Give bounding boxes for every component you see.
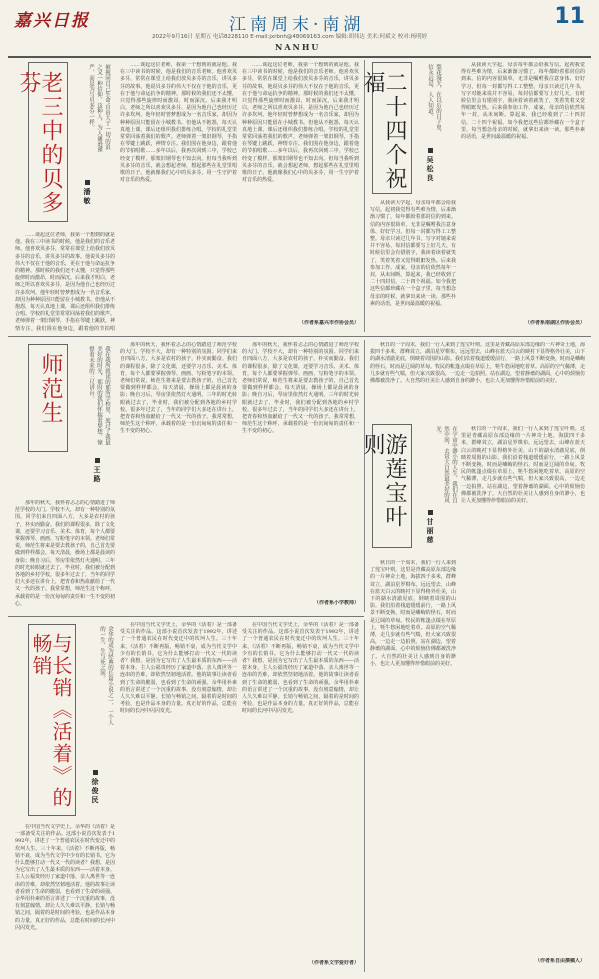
section-rule bbox=[8, 616, 364, 617]
article-body-cont: 秋日的一个周末，我们一行人来到了莲宝叶则。这里是青藏高原东部边缘的一片神奇土地，海拔四千多米，群峰耸立，湖泊星罗棋布。远远望去，山峰在蓝天白云的映衬下显得格外壮美，山下的湖水清澈见底，倒映着周围的山影。我们沿着栈道缓缓前行，一路上风景不断变换，时而是嶙峋的怪石，时而是辽阔的草甸。牧民的帐篷点缀在草原上，牦牛悠闲地吃着草。高原的空气稀薄，走几步就有些气喘，但大家兴致很高，一边走一边拍照。站在湖边，望着静谧的湖面，心中的烦恼仿佛都被洗净了。大自然的壮美让人感到自身的渺小，也让人更加懂得珍惜眼前的美好。 bbox=[370, 560, 456, 667]
article-author: 徐俊民 bbox=[90, 770, 100, 820]
article-author: 王路 bbox=[92, 458, 102, 498]
section-rule bbox=[8, 336, 591, 337]
article-source: （作者系南湖区作协会员） bbox=[524, 320, 585, 326]
article-title: 与长销《活着》的畅销 bbox=[29, 633, 73, 809]
article-body: 那年的秋天，我怀着忐忑的心情踏进了师范学校的大门。学校不大，却有一种特别的氛围。同学们来自四面八方，大多是农村的孩子，朴实而勤奋。我们的课程很多，除了文化课，还要学习音乐、美术、体育，每个人都要掌握弹琴、画画、写粉笔字的本领。老师们常说，师范生将来是要去教孩子的，自己首先要做到样样都会。每天清晨，操场上都是晨读的身影；晚自习后，琴房里依然灯火通明。三年的时光转眼就过去了，毕业时，我们被分配到各地的乡村学校。很多年过去了，当年的同学们大多还在讲台上，把青春和热血献给了一代又一代的孩子。我常常想，师范生这个称呼，承载着的是一份沉甸甸的责任和一生不变的初心。 bbox=[15, 500, 115, 607]
article-body-cont2: 秋日的一个周末，我们一行人来到了莲宝叶则。这里是青藏高原东部边缘的一片神奇土地，海拔四千多米，群峰耸立，湖泊星罗棋布。远远望去，山峰在蓝天白云的映衬下显得格外壮美，山下的湖水清澈见底，倒映着周围的山影。我们沿着栈道缓缓前行，一路上风景不断变换，时而是嶙峋的怪石，时而是辽阔的草甸。牧民的帐篷点缀在草原上，牦牛悠闲地吃着草。高原的空气稀薄，走几步就有些气喘，但大家兴致很高，一边走一边拍照。站在湖边，望着静谧的湖面，心中的烦恼仿佛都被洗净了。大自然的壮美让人感到自身的渺小，也让人更加懂得珍惜眼前的美好。 bbox=[461, 426, 585, 505]
article-author: 潘敏 bbox=[82, 180, 92, 230]
article-lead: 我在我所就读的那所学校里，度过了我最美好的时光，那时的我们怀揣着梦想，憧憬着未来的三尺讲台。 bbox=[88, 346, 110, 445]
page-header bbox=[0, 0, 599, 58]
column-divider bbox=[364, 620, 365, 972]
section-subtitle: NANHU bbox=[275, 42, 321, 52]
article-body: 在中国当代文学史上，余华的《活着》是一部备受关注的作品。这部小说首次发表于1992年，讲述了一个普通农民在时代变迁中的坎坷人生。三十年来，《活着》不断再版，畅销不衰，成为当代文学中少有的长销书。它为什么能够打动一代又一代的读者？我想，是因为它写出了人生最本质的东西——活着本身。主人公福贵经历了家道中落、亲人离世等一连串的苦难，却依然坚韧地活着。他的故事让读者看到了生命的脆弱，也看到了生命的顽强。余华用朴素的语言讲述了一个沉重的故事，没有刻意煽情，却让人久久难以平静。长销与畅销之间，隔着的是时间的考验，也是作品本身的力量。真正好的作品，总能在时间的长河中闪闪发光。 bbox=[15, 824, 115, 931]
article-title: 游莲宝叶则 bbox=[360, 433, 407, 529]
page-number: 11 bbox=[554, 4, 585, 29]
article-source: （作者系自由撰稿人） bbox=[534, 958, 585, 964]
article-lead: 余华的成为经典的长篇小说之一，一个人的一生，生与死之间。 bbox=[99, 626, 113, 725]
article-body: ……谈起这位老师，我第一个想到的就是他。我在三中读书的时候，他是我们的音乐老师。他喜欢贝多芬，常常在课堂上给我们放贝多芬的音乐，讲贝多芬的故事。他说贝多芬的伟大不仅在于他的音乐，更在于他与命运抗争的精神。那时候的我们还不太懂，只觉得那些旋律时而激昂，时而深沉。后来我才明白，老师之所以喜欢贝多芬，是因为他自己也经历过许多坎坷。他年轻时曾梦想成为一名音乐家，却因为种种原因只能留在小城教书。但他从不抱怨，每天认真地上课，课后还组织我们排练合唱。学校的礼堂里常常回荡着我们的歌声。老师弹着一架旧钢琴，手指在琴键上跳跃，神情专注。我们围在他身边，跟着他的节拍唱 bbox=[15, 232, 115, 332]
article-body-cont: 从我读大学起，母亲每年都会给我写信。起初我觉得有些难为情，后来渐渐习惯了，每年都盼着那封信的到来。信的内容很简单，无非是嘱咐我注意身体、好好学习，但每一封都写得工工整整。母亲只读过几年书，写字对她来说并不容易，每封信都要写上好几天。有时候信里会有错别字，我读着读着就笑了，笑着笑着又觉得眼眶发热。后来我参加工作、成家，母亲的信依然每年一封，从未间断。算起来，我已经收到了二十四封信，二十四个祝福。如今我把这些信都珍藏在一个盒子里，每当想念母亲的时候，就拿出来读一读。那些朴素的话语，是世间最温暖的祝福。 bbox=[461, 62, 585, 141]
article-title-box bbox=[16, 62, 68, 222]
article-title-box bbox=[360, 62, 412, 194]
article-body: 秋日的一个周末，我们一行人来到了莲宝叶则。这里是青藏高原东部边缘的一片神奇土地，海拔四千多米，群峰耸立，湖泊星罗棋布。远远望去，山峰在蓝天白云的映衬下显得格外壮美，山下的湖水清澈见底，倒映着周围的山影。我们沿着栈道缓缓前行，一路上风景不断变换，时而是嶙峋的怪石，时而是辽阔的草甸。牧民的帐篷点缀在草原上，牦牛悠闲地吃着草。高原的空气稀薄，走几步就有些气喘，但大家兴致很高，一边走一边拍照。站在湖边，望着静谧的湖面，心中的烦恼仿佛都被洗净了。大自然的壮美让人感到自身的渺小，也让人更加懂得珍惜眼前的美好。 bbox=[370, 342, 585, 385]
article-author: 吴松良 bbox=[425, 148, 435, 198]
article-lead: 在宇宙中渺小的人生，我们在自然中间，去赏大自然最美好的风光。 bbox=[435, 426, 457, 503]
article-source: （作者系文学爱好者） bbox=[308, 960, 359, 966]
article-body-cont: 在中国当代文学史上，余华的《活着》是一部备受关注的作品。这部小说首次发表于1992年，讲述了一个普通农民在时代变迁中的坎坷人生。三十年来，《活着》不断再版，畅销不衰，成为当代文学中少有的长销书。它为什么能够打动一代又一代的读者？我想，是因为它写出了人生最本质的东西——活着本身。主人公福贵经历了家道中落、亲人离世等一连串的苦难，却依然坚韧地活着。他的故事让读者看到了生命的脆弱，也看到了生命的顽强。余华用朴素的语言讲述了一个沉重的故事，没有刻意煽情，却让人久久难以平静。长销与畅销之间，隔着的是时间的考验，也是作品本身的力量。真正好的作品，总能在时间的长河中闪闪发光。 bbox=[120, 622, 237, 715]
article-body-cont: 那年的秋天，我怀着忐忑的心情踏进了师范学校的大门。学校不大，却有一种特别的氛围。同学们来自四面八方，大多是农村的孩子，朴实而勤奋。我们的课程很多，除了文化课，还要学习音乐、美术、体育，每个人都要掌握弹琴、画画、写粉笔字的本领。老师们常说，师范生将来是要去教孩子的，自己首先要做到样样都会。每天清晨，操场上都是晨读的身影；晚自习后，琴房里依然灯火通明。三年的时光转眼就过去了，毕业时，我们被分配到各地的乡村学校。很多年过去了，当年的同学们大多还在讲台上，把青春和热血献给了一代又一代的孩子。我常常想，师范生这个称呼，承载着的是一份沉甸甸的责任和一生不变的初心。 bbox=[120, 342, 237, 435]
article-title: 老三中的贝多芬 bbox=[16, 71, 63, 215]
article-title-box bbox=[28, 624, 76, 816]
article-title: 二十四个祝福 bbox=[360, 71, 407, 191]
article-body-cont: ……谈起这位老师，我第一个想到的就是他。我在三中读书的时候，他是我们的音乐老师。他喜欢贝多芬，常常在课堂上给我们放贝多芬的音乐，讲贝多芬的故事。他说贝多芬的伟大不仅在于他的音乐，更在于他与命运抗争的精神。那时候的我们还不太懂，只觉得那些旋律时而激昂，时而深沉。后来我才明白，老师之所以喜欢贝多芬，是因为他自己也经历过许多坎坷。他年轻时曾梦想成为一名音乐家，却因为种种原因只能留在小城教书。但他从不抱怨，每天认真地上课，课后还组织我们排练合唱。学校的礼堂里常常回荡着我们的歌声。老师弹着一架旧钢琴，手指在琴键上跳跃，神情专注。我们围在他身边，跟着他的节拍唱歌……多年以后，我再次回到三中，学校已经变了模样，那架旧钢琴也不知去向。但每当我听到贝多芬的音乐，就会想起老师，想起那些在礼堂里唱歌的日子。他就像我们心中的贝多芬，用一生守护着对音乐的热爱。 bbox=[120, 62, 237, 184]
newspaper-logo: 嘉兴日报 bbox=[14, 11, 90, 31]
header-rule bbox=[8, 56, 591, 58]
section-title: 江南周末·南湖 bbox=[229, 15, 365, 35]
page-meta: 2022年9月16日 星期五 电话8228110 E-mail:jxrbnh@48069163.com 编辑:胡伟达 美术:何斌文 校对:杨明婷 bbox=[152, 34, 428, 40]
article-author: 甘丽慈 bbox=[425, 510, 435, 560]
article-lead: 被视同自己生命'自由大于一切'的浪之又一种信仰，这种人，为人谦逊谨严，而是为与贝多芬一样。 bbox=[88, 64, 110, 152]
article-source: （作者系嘉兴市作协会员） bbox=[298, 320, 359, 326]
article-title: 师范生 bbox=[38, 353, 63, 425]
article-source: （作者系小学教师） bbox=[313, 600, 359, 606]
article-lead: 梨花漫天，在以后的日子里，信永远是，人人知道。 bbox=[427, 64, 441, 136]
article-body: 从我读大学起，母亲每年都会给我写信。起初我觉得有些难为情，后来渐渐习惯了，每年都盼着那封信的到来。信的内容很简单，无非是嘱咐我注意身体、好好学习，但每一封都写得工工整整。母亲只读过几年书，写字对她来说并不容易，每封信都要写上好几天。有时候信里会有错别字，我读着读着就笑了，笑着笑着又觉得眼眶发热。后来我参加工作、成家，母亲的信依然每年一封，从未间断。算起来，我已经收到了二十四封信，二十四个祝福。如今我把这些信都珍藏在一个盒子里，每当想念母亲的时候，就拿出来读一读。那些朴素的话语，是世间最温暖的祝福。 bbox=[370, 200, 456, 307]
article-body-cont2: ……谈起这位老师，我第一个想到的就是他。我在三中读书的时候，他是我们的音乐老师。他喜欢贝多芬，常常在课堂上给我们放贝多芬的音乐，讲贝多芬的故事。他说贝多芬的伟大不仅在于他的音乐，更在于他与命运抗争的精神。那时候的我们还不太懂，只觉得那些旋律时而激昂，时而深沉。后来我才明白，老师之所以喜欢贝多芬，是因为他自己也经历过许多坎坷。他年轻时曾梦想成为一名音乐家，却因为种种原因只能留在小城教书。但他从不抱怨，每天认真地上课，课后还组织我们排练合唱。学校的礼堂里常常回荡着我们的歌声。老师弹着一架旧钢琴，手指在琴键上跳跃，神情专注。我们围在他身边，跟着他的节拍唱歌……多年以后，我再次回到三中，学校已经变了模样，那架旧钢琴也不知去向。但每当我听到贝多芬的音乐，就会想起老师，想起那些在礼堂里唱歌的日子。他就像我们心中的贝多芬，用一生守护着对音乐的热爱。 bbox=[242, 62, 359, 184]
article-title-box bbox=[28, 344, 68, 452]
article-body-cont2: 在中国当代文学史上，余华的《活着》是一部备受关注的作品。这部小说首次发表于1992年，讲述了一个普通农民在时代变迁中的坎坷人生。三十年来，《活着》不断再版，畅销不衰，成为当代文学中少有的长销书。它为什么能够打动一代又一代的读者？我想，是因为它写出了人生最本质的东西——活着本身。主人公福贵经历了家道中落、亲人离世等一连串的苦难，却依然坚韧地活着。他的故事让读者看到了生命的脆弱，也看到了生命的顽强。余华用朴素的语言讲述了一个沉重的故事，没有刻意煽情，却让人久久难以平静。长销与畅销之间，隔着的是时间的考验，也是作品本身的力量。真正好的作品，总能在时间的长河中闪闪发光。 bbox=[242, 622, 359, 715]
article-title-box bbox=[360, 424, 412, 548]
article-body-cont2: 那年的秋天，我怀着忐忑的心情踏进了师范学校的大门。学校不大，却有一种特别的氛围。同学们来自四面八方，大多是农村的孩子，朴实而勤奋。我们的课程很多，除了文化课，还要学习音乐、美术、体育，每个人都要掌握弹琴、画画、写粉笔字的本领。老师们常说，师范生将来是要去教孩子的，自己首先要做到样样都会。每天清晨，操场上都是晨读的身影；晚自习后，琴房里依然灯火通明。三年的时光转眼就过去了，毕业时，我们被分配到各地的乡村学校。很多年过去了，当年的同学们大多还在讲台上，把青春和热血献给了一代又一代的孩子。我常常想，师范生这个称呼，承载着的是一份沉甸甸的责任和一生不变的初心。 bbox=[242, 342, 359, 435]
